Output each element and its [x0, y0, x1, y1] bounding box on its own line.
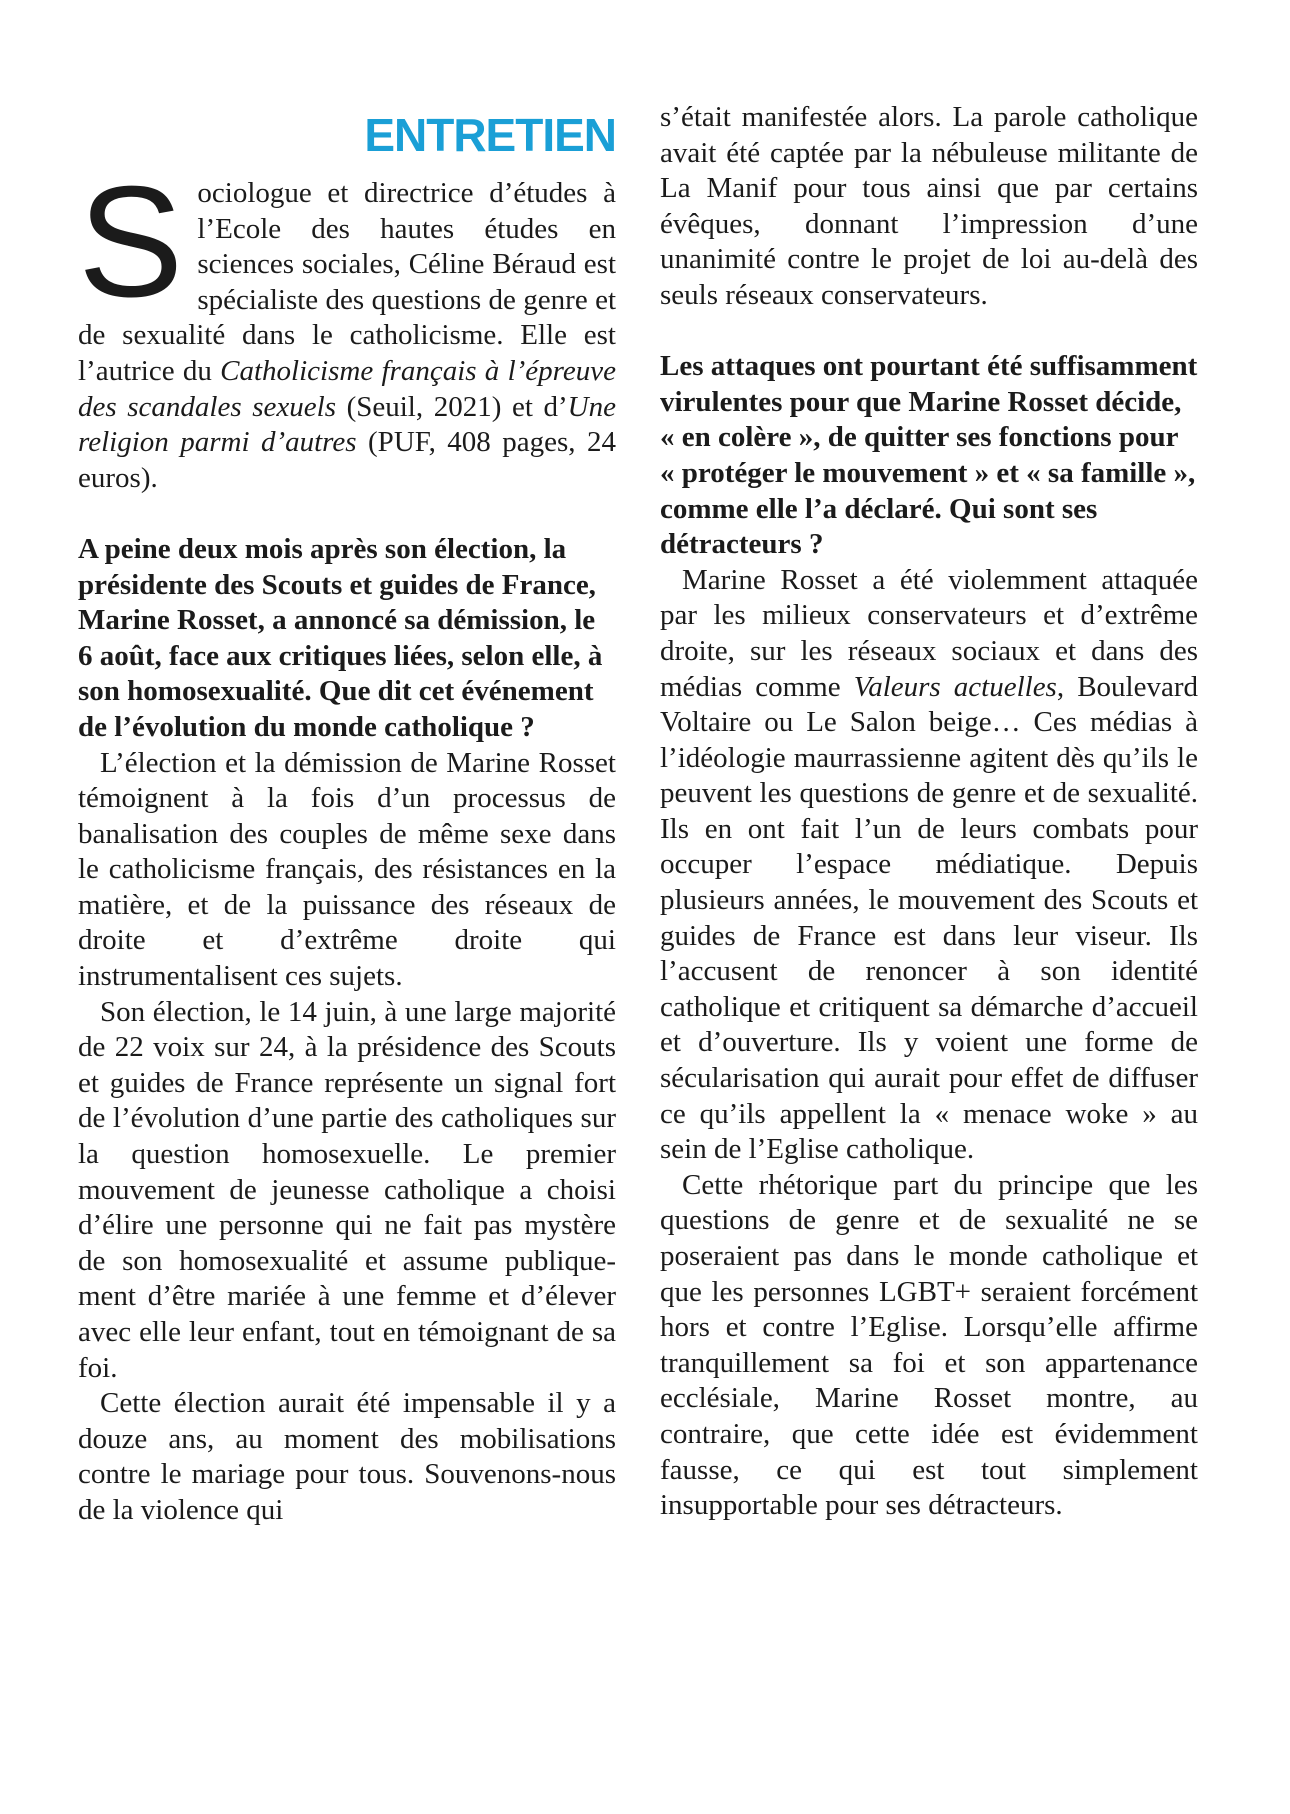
spacer	[78, 496, 616, 532]
question-2: Les attaques ont pourtant été suffisamment virulentes pour que Marine Rosset décide, « en colère », de quitter ses fonctions pour « protéger le mouvement » et « sa famille », comme elle l’a déclaré. Qui sont ses détracteurs ?	[660, 350, 1198, 561]
answer-1-paragraph-3-end: s’était manifestée alors. La parole catholique avait été captée par la nébuleuse militante de La Manif pour tous ainsi que par certains évêques, donnant l’impression d’une unanimité contre le projet de loi au-delà des seuls réseaux conservateurs.	[660, 101, 1198, 311]
answer-1-paragraph-2: Son élection, le 14 juin, à une large majorité de 22 voix sur 24, à la présidence des Scouts et guides de France représente un signal fort de l’évolution d’une partie des catholiques sur la question homosexuelle. Le premier mouvement de jeunesse catholique a choisi d’élire une personne qui ne fait pas mystère de son homosexualité et assume publiquement d’être mariée à une femme et d’élever avec elle leur enfant, tout en témoignant de sa foi.	[78, 995, 616, 1384]
answer-2-text-a: Marine Rosset a été violemment attaquée par les milieux conservateurs et d’extrême droite, sur les réseaux sociaux et dans des médias comme	[660, 563, 1198, 703]
right-column	[660, 100, 1198, 1524]
drop-cap: S	[78, 154, 184, 330]
intro-text-2: (Seuil, 2021) et d’	[335, 390, 568, 423]
left-column	[78, 100, 616, 1529]
intro-paragraph	[78, 154, 616, 496]
intro-text-3: (PUF, 408 pages, 24 euros).	[78, 426, 616, 494]
answer-2-text-b: , Boulevard Voltaire ou Le Salon beige… Ces médias à l’idéologie maurrassienne agitent dès qu’ils le peuvent les questions de genre et de sexualité. Ils en ont fait l’un de leurs combats pour occuper l’espace médiatique. Depuis plusieurs années, le mouvement des Scouts et guides de France est dans leur viseur. Ils l’accusent de renoncer à son identité catholique et critiquent sa démarche d’accueil et d’ouverture. Ils y voient une forme de sécularisation qui aurait pour effet de diffuser ce qu’ils appellent la « menace woke » au sein de l’Eglise catholique.	[660, 670, 1198, 1166]
question-1: A peine deux mois après son élection, la présidente des Scouts et guides de France, Marine Rosset, a annoncé sa démission, le 6 août, face aux critiques liées, selon elle, à son homosexualité. Que dit cet événement de l’évolution du monde catholique ?	[78, 532, 603, 743]
answer-2-paragraph-2: Cette rhétorique part du principe que les questions de genre et de sexualité ne se poseraient pas dans le monde catholique et que les personnes LGBT+ seraient forcément hors et contre l’Eglise. Lorsqu’elle affirme tranquillement sa foi et son appartenance ecclésiale, Marine Rosset montre, au contraire, que cette idée est évidemment fausse, ce qui est tout simplement insupportable pour ses détracteurs.	[660, 1168, 1198, 1522]
answer-1-paragraph-3-start: Cette élection aurait été impensable il y a douze ans, au moment des mobilisations contre le mariage pour tous. Souvenons-nous de la violence qui	[78, 1387, 616, 1526]
intro-text-1: ociologue et directrice d’études à l’Ecole des hautes études en sciences sociales, Céline Béraud est spécialiste des questions de genre et de sexualité dans le catholicisme. Elle est l’autrice du	[78, 177, 616, 387]
book-title-1: Catholicisme français à l’épreuve des scandales sexuels	[78, 354, 616, 423]
media-name-italic: Valeurs actuelles	[853, 670, 1057, 703]
answer-2-paragraph-1	[660, 563, 1198, 1168]
spacer	[660, 314, 1198, 350]
section-label: ENTRETIEN	[364, 109, 616, 161]
book-title-2: Une religion parmi d’autres	[78, 390, 616, 459]
answer-1-paragraph-1: L’élection et la démission de Marine Rosset témoignent à la fois d’un processus de banalisation des couples de même sexe dans le catholicisme français, des résistances en la matière, et de la puissance des réseaux de droite et d’extrême droite qui instrumentalisent ces sujets.	[78, 746, 616, 993]
